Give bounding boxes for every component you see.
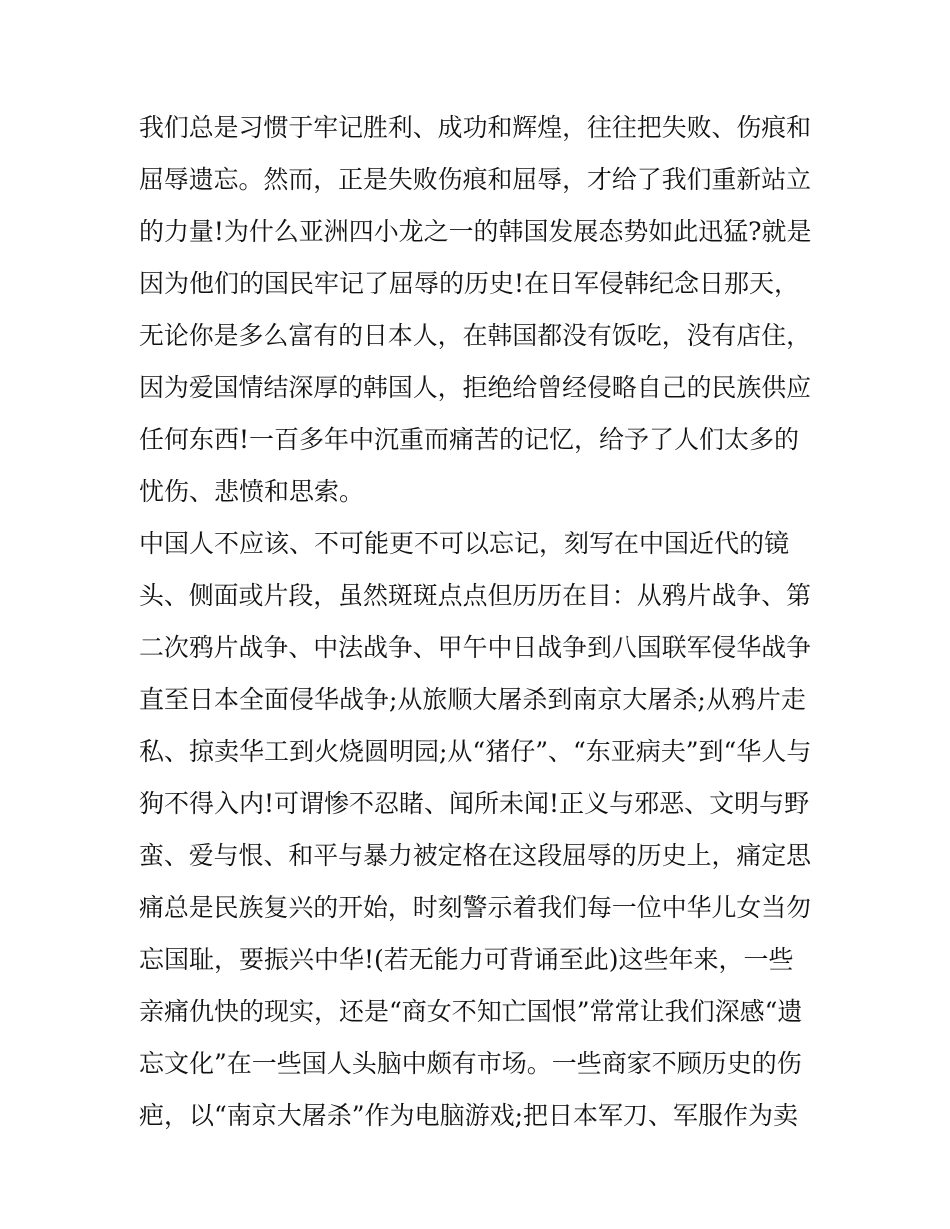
text-line: 亲痛仇快的现实，还是“商女不知亡国恨”常常让我们深感“遗 bbox=[139, 997, 803, 1026]
text-line: 因为他们的国民牢记了屈辱的历史!在日军侵韩纪念日那天， bbox=[139, 269, 800, 298]
text-line: 痛总是民族复兴的开始，时刻警示着我们每一位中华儿女当勿 bbox=[139, 893, 812, 922]
text-line: 忧伤、悲愤和思索。 bbox=[139, 477, 365, 506]
text-line: 因为爱国情结深厚的韩国人，拒绝给曾经侵略自己的民族供应 bbox=[139, 373, 812, 402]
text-line: 的力量!为什么亚洲四小龙之一的韩国发展态势如此迅猛?就是 bbox=[139, 217, 812, 246]
text-line: 蛮、爱与恨、和平与暴力被定格在这段屈辱的历史上，痛定思 bbox=[139, 841, 812, 870]
text-line: 无论你是多么富有的日本人，在韩国都没有饭吃，没有店住， bbox=[139, 321, 812, 350]
text-line: 二次鸦片战争、中法战争、甲午中日战争到八国联军侵华战争 bbox=[139, 633, 812, 662]
text-line: 中国人不应该、不可能更不可以忘记，刻写在中国近代的镜 bbox=[139, 529, 790, 558]
text-line: 私、掠卖华工到火烧圆明园;从“猪仔”、“东亚病夫”到“华人与 bbox=[139, 737, 812, 766]
text-line: 我们总是习惯于牢记胜利、成功和辉煌，往往把失败、伤痕和 bbox=[139, 113, 812, 142]
text-line: 任何东西!一百多年中沉重而痛苦的记忆，给予了人们太多的 bbox=[139, 425, 800, 454]
text-line: 狗不得入内!可谓惨不忍睹、闻所未闻!正义与邪恶、文明与野 bbox=[139, 789, 810, 818]
text-line: 忘文化”在一些国人头脑中颇有市场。一些商家不顾历史的伤 bbox=[139, 1049, 802, 1078]
text-line: 屈辱遗忘。然而，正是失败伤痕和屈辱，才给了我们重新站立 bbox=[139, 165, 812, 194]
text-line: 疤，以“南京大屠杀”作为电脑游戏;把日本军刀、军服作为卖 bbox=[139, 1101, 798, 1130]
text-line: 直至日本全面侵华战争;从旅顺大屠杀到南京大屠杀;从鸦片走 bbox=[139, 685, 806, 714]
text-line: 头、侧面或片段，虽然斑斑点点但历历在目：从鸦片战争、第 bbox=[139, 581, 812, 610]
text-line: 忘国耻，要振兴中华!(若无能力可背诵至此)这些年来，一些 bbox=[139, 945, 794, 974]
